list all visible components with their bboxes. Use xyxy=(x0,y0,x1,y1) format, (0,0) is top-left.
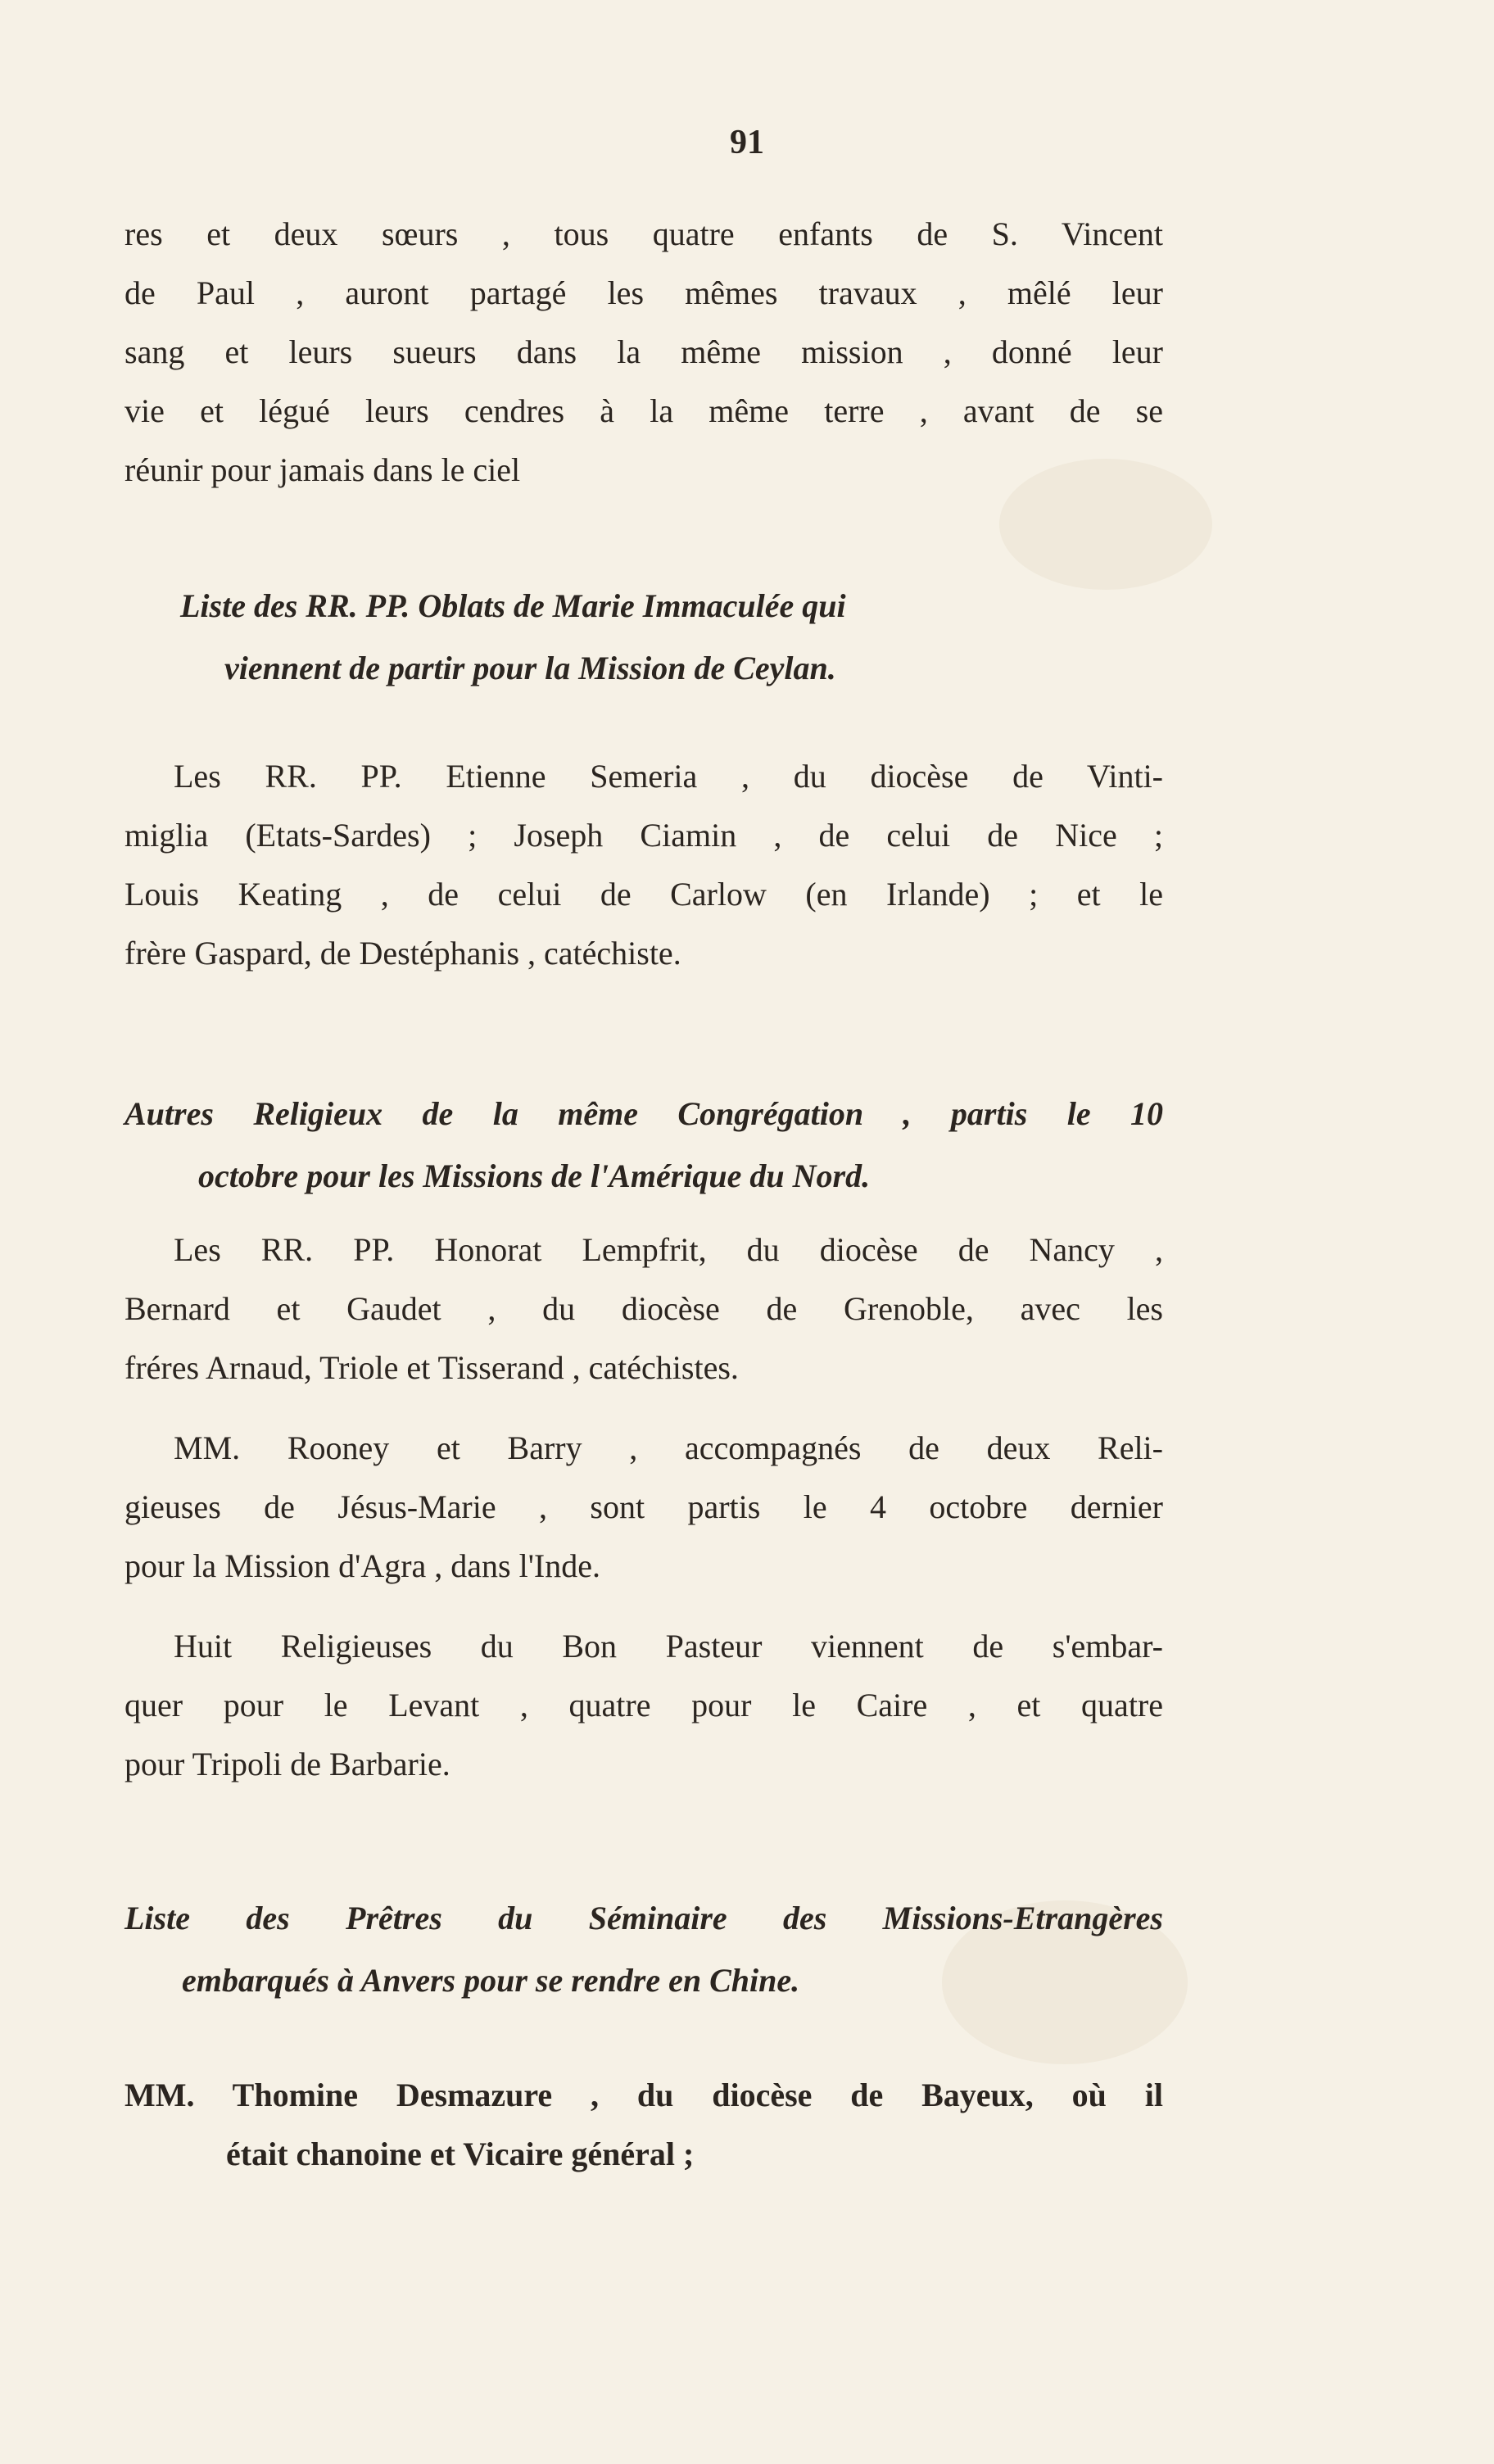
heading-line: Liste des Prêtres du Séminaire des Missions-Etrangères xyxy=(124,1900,1163,1936)
paragraph-china-priests xyxy=(124,2066,1163,2184)
text-line: pour la Mission d'Agra , dans l'Inde. xyxy=(124,1547,600,1584)
text-line: gieuses de Jésus-Marie , sont partis le 4 octobre dernier xyxy=(124,1488,1163,1525)
section-heading-north-america xyxy=(124,1083,1163,1207)
paragraph-agra-mission xyxy=(124,1419,1163,1596)
text-line: res et deux sœurs , tous quatre enfants de S. Vincent xyxy=(124,215,1163,252)
paragraph-ceylan-missionaries xyxy=(124,747,1163,983)
text-line: vie et légué leurs cendres à la même terre , avant de se xyxy=(124,392,1163,429)
opening-paragraph xyxy=(124,205,1163,500)
text-line: quer pour le Levant , quatre pour le Caire , et quatre xyxy=(124,1687,1163,1723)
text-line: MM. Rooney et Barry , accompagnés de deux Reli- xyxy=(174,1429,1163,1466)
paragraph-oblates-north-america xyxy=(124,1221,1163,1397)
text-line: de Paul , auront partagé les mêmes travaux , mêlé leur xyxy=(124,274,1163,311)
text-line: était chanoine et Vicaire général ; xyxy=(226,2136,695,2172)
section-heading-china xyxy=(124,1887,1163,2012)
text-line: réunir pour jamais dans le ciel xyxy=(124,451,521,488)
text-line: Bernard et Gaudet , du diocèse de Grenoble, avec les xyxy=(124,1290,1163,1327)
text-line: miglia (Etats-Sardes) ; Joseph Ciamin , de celui de Nice ; xyxy=(124,817,1163,854)
heading-line: viennent de partir pour la Mission de Ceylan. xyxy=(224,650,836,686)
text-line: Les RR. PP. Honorat Lempfrit, du diocèse de Nancy , xyxy=(174,1231,1163,1268)
section-heading-ceylan xyxy=(180,575,1163,700)
heading-line: Liste des RR. PP. Oblats de Marie Immaculée qui xyxy=(180,587,846,624)
text-line: Les RR. PP. Etienne Semeria , du diocèse de Vinti- xyxy=(174,758,1163,795)
text-line: pour Tripoli de Barbarie. xyxy=(124,1746,450,1782)
heading-line: octobre pour les Missions de l'Amérique du Nord. xyxy=(198,1157,871,1194)
heading-line: Autres Religieux de la même Congrégation , partis le 10 xyxy=(124,1095,1163,1132)
text-line: fréres Arnaud, Triole et Tisserand , catéchistes. xyxy=(124,1349,739,1386)
text-line: frère Gaspard, de Destéphanis , catéchiste. xyxy=(124,935,681,972)
page-number: 91 xyxy=(730,124,764,161)
text-line: Louis Keating , de celui de Carlow (en Irlande) ; et le xyxy=(124,876,1163,913)
text-line: Huit Religieuses du Bon Pasteur viennent de s'embar- xyxy=(174,1628,1163,1665)
text-line: sang et leurs sueurs dans la même mission , donné leur xyxy=(124,333,1163,370)
paragraph-good-shepherd-sisters xyxy=(124,1617,1163,1794)
heading-line: embarqués à Anvers pour se rendre en Chine. xyxy=(182,1962,800,1999)
text-line: MM. Thomine Desmazure , du diocèse de Bayeux, où il xyxy=(124,2077,1163,2113)
